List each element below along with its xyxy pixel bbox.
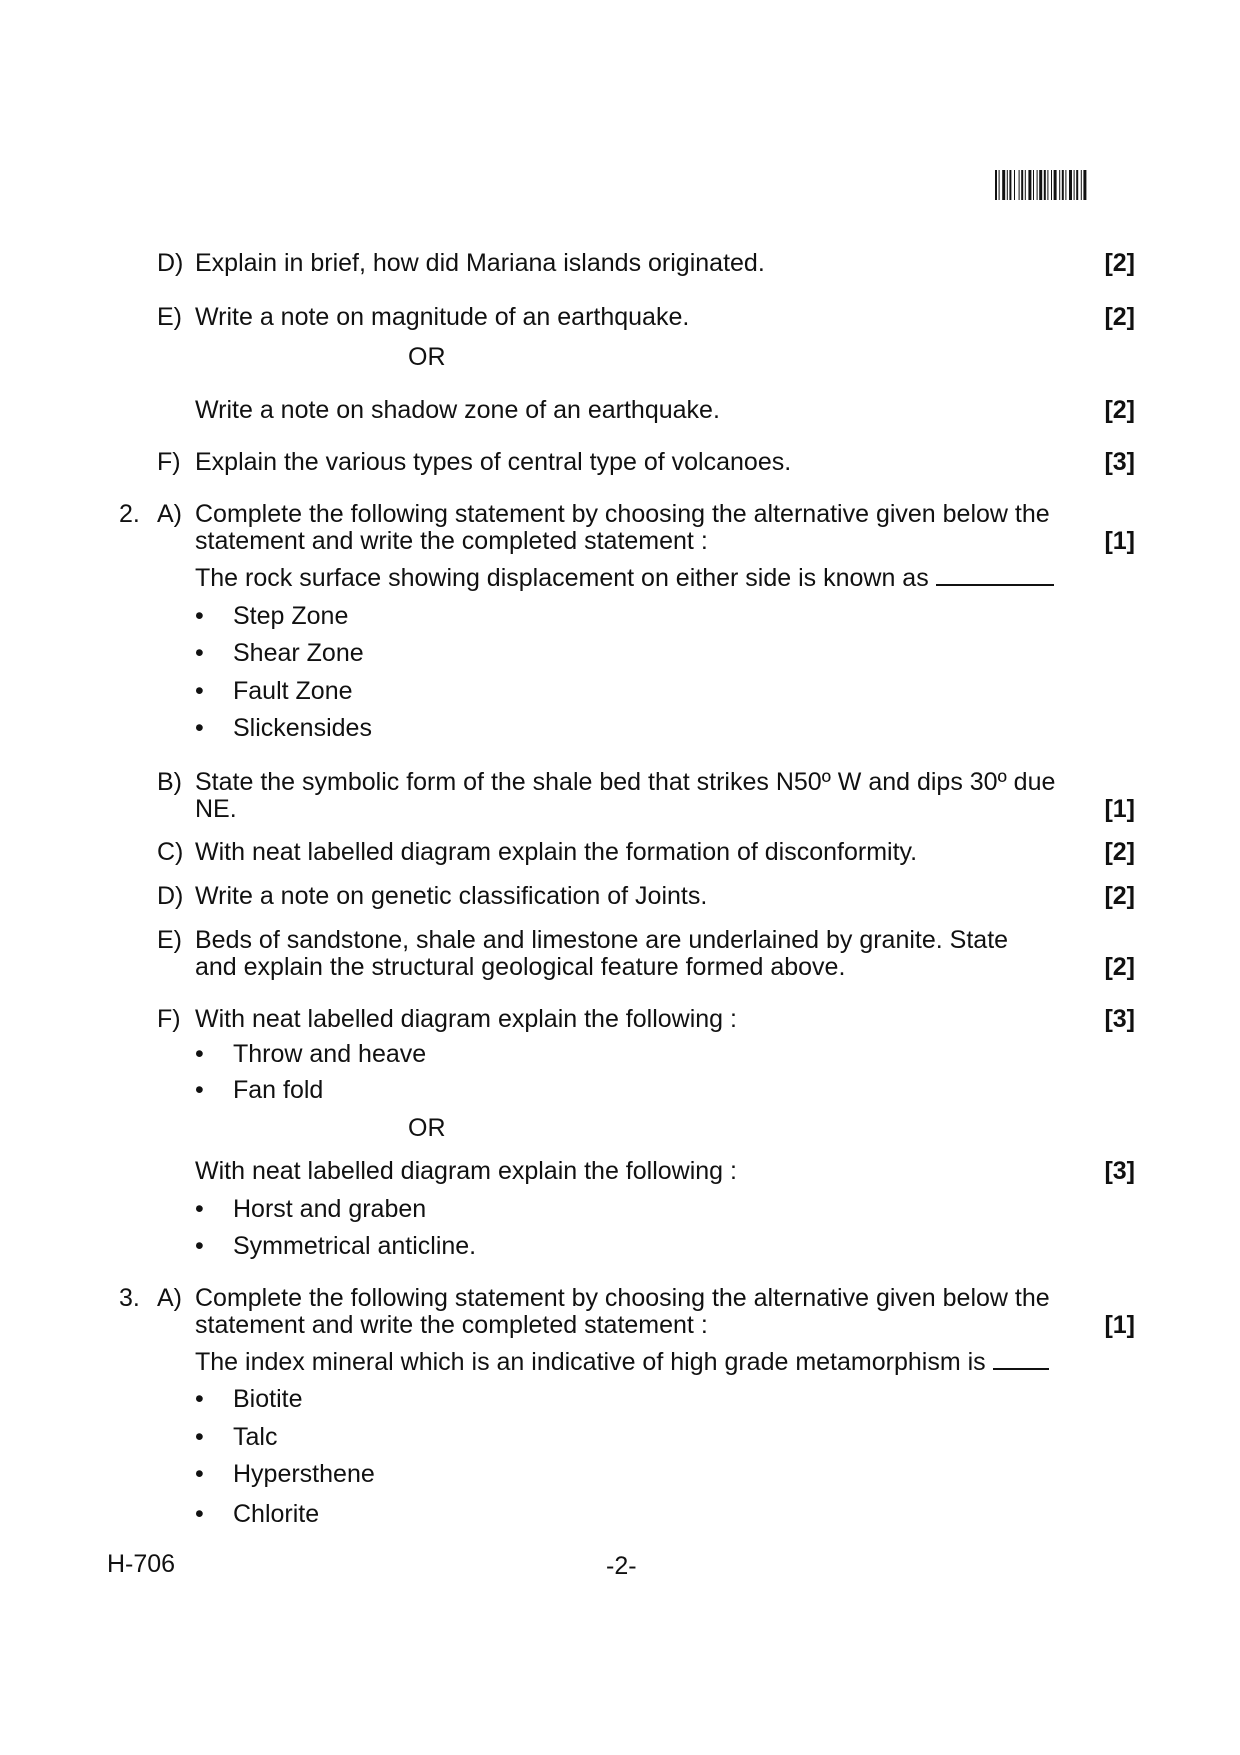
q2-a-marks: [1] [1104,527,1135,555]
q3-a-letter: A) [157,1284,182,1312]
bullet-icon: • [195,1500,204,1528]
q3-a-option: Hypersthene [233,1460,375,1488]
q2-f-alt-text: With neat labelled diagram explain the following : [195,1157,737,1185]
q1-or: OR [408,343,446,371]
q2-f-text: With neat labelled diagram explain the following : [195,1005,737,1033]
q2-c-marks: [2] [1104,838,1135,866]
q3-a-line1: Complete the following statement by choosing the alternative given below the [195,1284,1050,1312]
q2-a-letter: A) [157,500,182,528]
q2-b-line2: NE. [195,795,237,823]
q2-d-letter: D) [157,882,184,910]
q1-f-text: Explain the various types of central type of volcanoes. [195,448,792,476]
q1-e-text: Write a note on magnitude of an earthquake. [195,303,690,331]
q2-d-marks: [2] [1104,882,1135,910]
bullet-icon: • [195,714,204,742]
q2-a-line2: statement and write the completed statement : [195,527,708,555]
bullet-icon: • [195,1232,204,1260]
q2-a-statement: The rock surface showing displacement on either side is known as [195,564,1054,592]
q3-a-statement: The index mineral which is an indicative of high grade metamorphism is [195,1348,1049,1376]
q2-a-option: Slickensides [233,714,372,742]
q2-c-text: With neat labelled diagram explain the formation of disconformity. [195,838,918,866]
bullet-icon: • [195,1195,204,1223]
q2-d-text: Write a note on genetic classification of Joints. [195,882,708,910]
q1-f-letter: F) [157,448,181,476]
q3-a-option: Chlorite [233,1500,320,1528]
bullet-icon: • [195,1040,204,1068]
answer-blank [936,564,1054,586]
q3-a-option: Talc [233,1423,278,1451]
bullet-icon: • [195,677,204,705]
q1-e-marks: [2] [1104,303,1135,331]
bullet-icon: • [195,1076,204,1104]
q1-e-alt-text: Write a note on shadow zone of an earthquake. [195,396,720,424]
barcode-icon [995,170,1135,200]
q2-f-marks: [3] [1104,1005,1135,1033]
q2-f-option: Throw and heave [233,1040,427,1068]
q2-number: 2. [119,500,140,528]
bullet-icon: • [195,639,204,667]
bullet-icon: • [195,602,204,630]
answer-blank [993,1348,1049,1370]
q2-e-line1: Beds of sandstone, shale and limestone are underlained by granite. State [195,926,1009,954]
q2-e-letter: E) [157,926,182,954]
bullet-icon: • [195,1423,204,1451]
q1-e-letter: E) [157,303,182,331]
q2-e-marks: [2] [1104,953,1135,981]
q1-d-letter: D) [157,249,184,277]
page-number: -2- [606,1552,637,1580]
q2-b-marks: [1] [1104,795,1135,823]
q2-f-alt-option: Symmetrical anticline. [233,1232,477,1260]
q2-f-letter: F) [157,1005,181,1033]
paper-code: H-706 [107,1550,176,1578]
q1-e-alt-marks: [2] [1104,396,1135,424]
q2-a-option: Step Zone [233,602,349,630]
q2-f-option: Fan fold [233,1076,324,1104]
q2-c-letter: C) [157,838,184,866]
q2-f-alt-marks: [3] [1104,1157,1135,1185]
q2-b-letter: B) [157,768,182,796]
bullet-icon: • [195,1385,204,1413]
q2-or: OR [408,1114,446,1142]
bullet-icon: • [195,1460,204,1488]
q3-number: 3. [119,1284,140,1312]
q1-d-marks: [2] [1104,249,1135,277]
q3-a-option: Biotite [233,1385,303,1413]
q2-a-line1: Complete the following statement by choosing the alternative given below the [195,500,1050,528]
q1-f-marks: [3] [1104,448,1135,476]
q2-e-line2: and explain the structural geological feature formed above. [195,953,846,981]
q3-a-line2: statement and write the completed statement : [195,1311,708,1339]
q2-b-line1: State the symbolic form of the shale bed that strikes N50º W and dips 30º due [195,768,1056,796]
q1-d-text: Explain in brief, how did Mariana islands originated. [195,249,765,277]
q2-a-option: Shear Zone [233,639,364,667]
q2-a-option: Fault Zone [233,677,353,705]
q3-a-marks: [1] [1104,1311,1135,1339]
q2-f-alt-option: Horst and graben [233,1195,427,1223]
